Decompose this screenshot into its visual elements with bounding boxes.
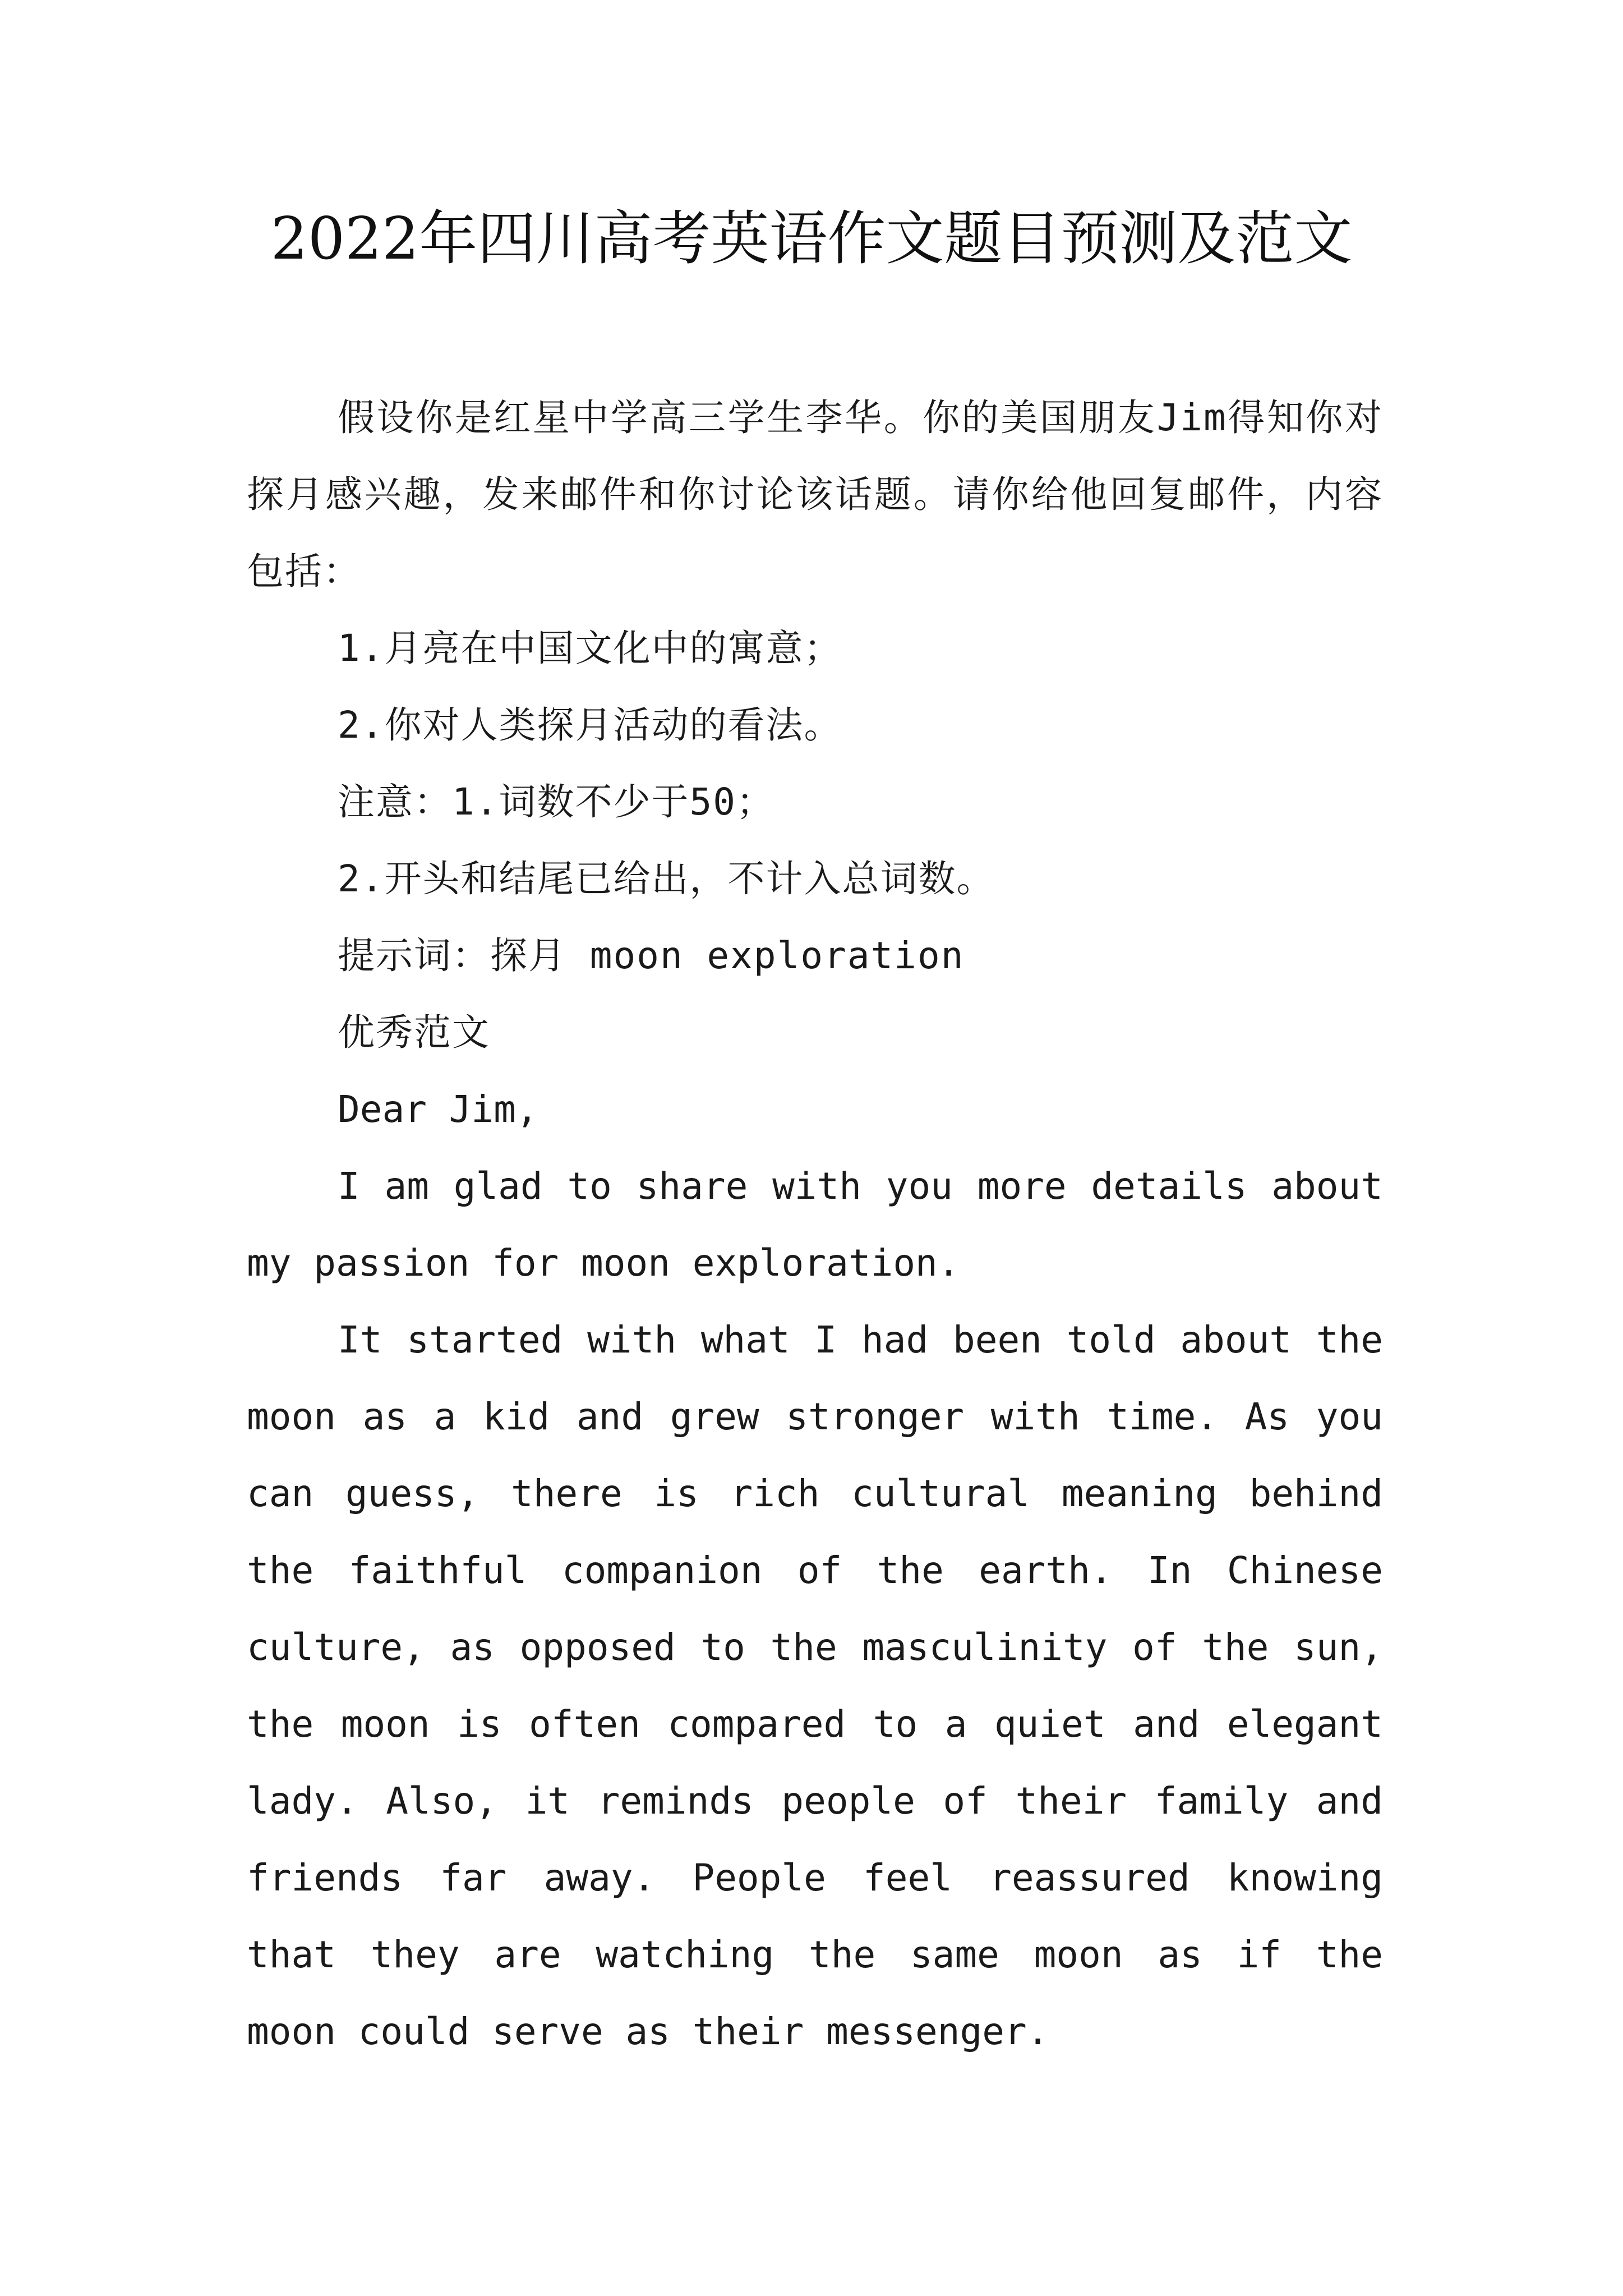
sample-essay-heading: 优秀范文 [338, 1011, 490, 1054]
document-title: 2022年四川高考英语作文题目预测及范文 [270, 204, 1353, 273]
note-item-2: 2.开头和结尾已给出，不计入总词数。 [338, 857, 995, 900]
letter-paragraph-1: I am glad to share with you more details about my passion for moon exploration. [247, 1165, 1383, 1285]
requirement-item-1: 1.月亮在中国文化中的寓意； [338, 627, 842, 670]
requirement-item-2: 2.你对人类探月活动的看法。 [338, 703, 842, 747]
note-item-1: 注意：1.词数不少于50； [338, 780, 774, 823]
letter-salutation: Dear Jim, [338, 1088, 538, 1131]
letter-paragraph-2: It started with what I had been told about the moon as a kid and grew stronger with time. As you can guess, there is rich cultural meaning behind the faithful companion of the earth. In Chinese culture, as opposed to the masculinity of the sun, the moon is often compared to a quiet and elegant lady. Also, it reminds people of their family and friends far away. People feel reassured knowing that they are watching the same moon as if the moon could serve as their messenger. [247, 1318, 1383, 2053]
prompt-paragraph: 假设你是红星中学高三学生李华。你的美国朋友Jim得知你对探月感兴趣，发来邮件和你讨论该话题。请你给他回复邮件，内容包括： [247, 396, 1383, 593]
hint-words: 提示词：探月 moon exploration [338, 934, 965, 977]
document-body [247, 379, 1383, 2070]
